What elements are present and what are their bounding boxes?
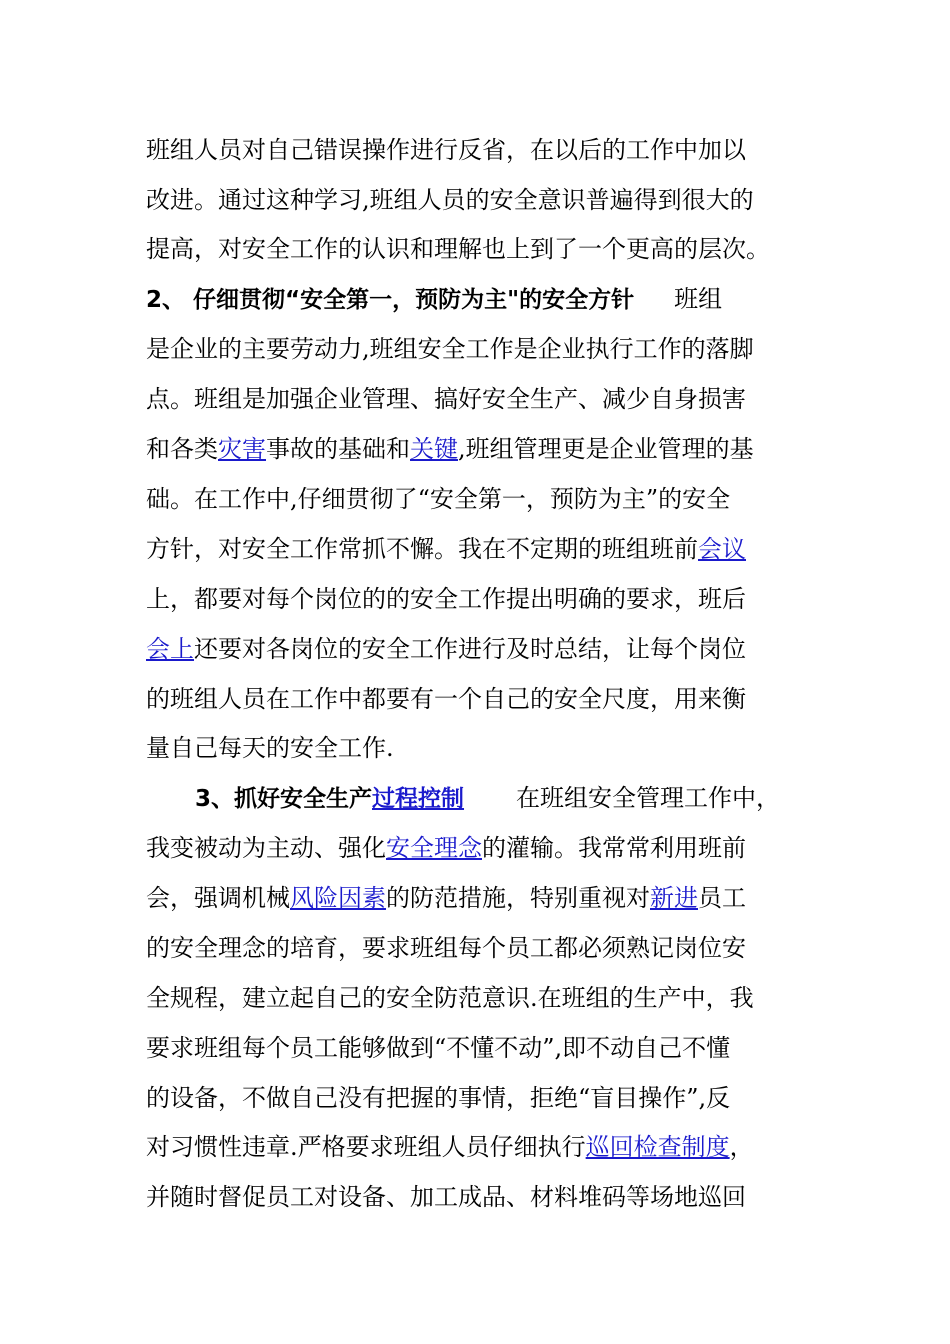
- link-guocheng-kongzhi[interactable]: 过程控制: [372, 786, 465, 812]
- paragraph-line: [146, 180, 754, 220]
- text-run: 事故的基础和: [266, 435, 410, 463]
- paragraph-line: [146, 130, 746, 170]
- paragraph-line: [146, 379, 746, 419]
- text-run: 点。班组是加强企业管理、搞好安全生产、减少自身损害: [146, 385, 746, 413]
- section-heading: 2、 仔细贯彻“安全第一，预防为主"的安全方针: [146, 287, 635, 313]
- text-run: 全规程，建立起自己的安全防范意识.在班组的生产中，我: [146, 984, 754, 1012]
- text-run: 的班组人员在工作中都要有一个自己的安全尺度，用来衡: [146, 685, 746, 713]
- text-run: 和各类: [146, 435, 218, 463]
- text-run: ，: [729, 1133, 754, 1161]
- text-run: 的防范措施，特别重视对: [386, 884, 650, 912]
- text-run: 的灌输。我常常利用班前: [482, 834, 746, 862]
- text-run: 的设备，不做自己没有把握的事情，拒绝“盲目操作”,反: [146, 1084, 731, 1112]
- paragraph-line: [146, 828, 746, 868]
- text-run: 对习惯性违章.严格要求班组人员仔细执行: [146, 1133, 586, 1161]
- text-run: 改进。通过这种学习,班组人员的安全意识普遍得到很大的: [146, 186, 754, 214]
- paragraph-line: [146, 579, 746, 619]
- paragraph-line: [146, 928, 746, 968]
- paragraph-line: [146, 1127, 754, 1167]
- paragraph-line: [146, 329, 754, 369]
- paragraph-line: [146, 878, 746, 918]
- paragraph-line: [146, 1177, 746, 1217]
- paragraph-line: [146, 728, 394, 768]
- text-run: 并随时督促员工对设备、加工成品、材料堆码等场地巡回: [146, 1183, 746, 1211]
- text-run: 班组人员对自己错误操作进行反省，在以后的工作中加以: [146, 136, 746, 164]
- section-heading-line: [146, 279, 722, 319]
- text-run: 提高，对安全工作的认识和理解也上到了一个更高的层次。: [146, 235, 770, 263]
- text-run: 会，强调机械: [146, 884, 290, 912]
- paragraph-line: [146, 1078, 730, 1118]
- link-guanjian[interactable]: 关键: [410, 435, 458, 463]
- paragraph-line: [146, 479, 730, 519]
- text-run: 量自己每天的安全工作.: [146, 734, 394, 762]
- paragraph-line: [146, 429, 754, 469]
- text-run: ,班组管理更是企业管理的基: [458, 435, 754, 463]
- text-run: 班组: [674, 285, 723, 313]
- text-run: 础。在工作中,仔细贯彻了“安全第一，预防为主”的安全: [146, 485, 731, 513]
- text-run: 在班组安全管理工作中，: [516, 784, 781, 812]
- link-huishang[interactable]: 会上: [146, 635, 194, 663]
- text-run: 要求班组每个员工能够做到“不懂不动”,即不动自己不懂: [146, 1034, 731, 1062]
- text-run: 的安全理念的培育，要求班组每个员工都必须熟记岗位安: [146, 934, 746, 962]
- text-run: 上，都要对每个岗位的的安全工作提出明确的要求，班后: [146, 585, 746, 613]
- paragraph-line: [146, 679, 746, 719]
- text-run: 我变被动为主动、强化: [146, 834, 386, 862]
- link-xinjin[interactable]: 新进: [650, 884, 698, 912]
- section-heading-line: [195, 778, 780, 818]
- paragraph-line: [146, 1028, 730, 1068]
- paragraph-line: [146, 229, 770, 269]
- link-anquan-linian[interactable]: 安全理念: [386, 834, 482, 862]
- paragraph-line: [146, 629, 746, 669]
- link-xunhui-jiancha-zhidu[interactable]: 巡回检查制度: [585, 1133, 730, 1161]
- link-fengxian-yinsu[interactable]: 风险因素: [290, 884, 386, 912]
- text-run: 还要对各岗位的安全工作进行及时总结，让每个岗位: [194, 635, 746, 663]
- link-zaihai[interactable]: 灾害: [218, 435, 266, 463]
- section-heading: 3、抓好安全生产: [195, 786, 373, 812]
- text-run: 员工: [698, 884, 746, 912]
- text-run: 方针，对安全工作常抓不懈。我在不定期的班组班前: [146, 535, 698, 563]
- link-huiyi[interactable]: 会议: [698, 535, 746, 563]
- text-run: 是企业的主要劳动力,班组安全工作是企业执行工作的落脚: [146, 335, 754, 363]
- paragraph-line: [146, 978, 754, 1018]
- paragraph-line: [146, 529, 746, 569]
